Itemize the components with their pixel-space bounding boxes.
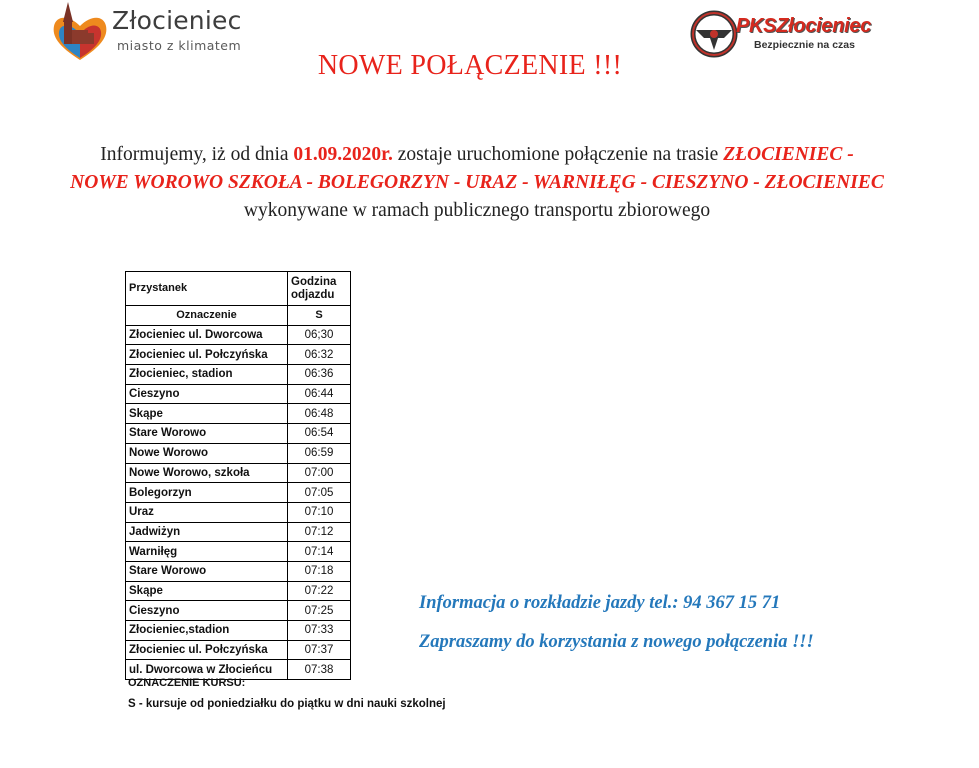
intro-text-2: zostaje uruchomione połączenie na trasie <box>392 144 724 165</box>
legend-text: S - kursuje od poniedziałku do piątku w dni nauki szkolnej <box>128 698 446 710</box>
invitation-text: Zapraszamy do korzystania z nowego połączenia !!! <box>419 632 814 652</box>
intro-line-1 <box>0 141 954 169</box>
city-logo-name: Złocieniec <box>112 6 242 35</box>
departure-time: 07:12 <box>288 522 351 542</box>
table-row <box>126 325 351 345</box>
designation-row <box>126 306 351 326</box>
table-row <box>126 601 351 621</box>
page-title: NOWE POŁĄCZENIE !!! <box>317 50 623 81</box>
stop-name: Stare Worowo <box>126 561 288 581</box>
stop-name: Złocieniec ul. Połczyńska <box>126 640 288 660</box>
table-row <box>126 483 351 503</box>
departure-time: 06:36 <box>288 365 351 385</box>
start-date: 01.09.2020r. <box>293 144 393 165</box>
table-row <box>126 640 351 660</box>
departure-time: 06:59 <box>288 443 351 463</box>
route-start: ZŁOCIENIEC - <box>723 144 854 165</box>
table-row <box>126 404 351 424</box>
stop-name: Złocieniec, stadion <box>126 365 288 385</box>
departure-time: 06:44 <box>288 384 351 404</box>
table-row <box>126 502 351 522</box>
table-row <box>126 443 351 463</box>
stop-name: Stare Worowo <box>126 424 288 444</box>
table-row <box>126 463 351 483</box>
intro-paragraph <box>0 141 954 225</box>
stop-name: Skąpe <box>126 404 288 424</box>
table-row <box>126 621 351 641</box>
departure-time: 07:33 <box>288 621 351 641</box>
intro-line-2 <box>0 169 954 197</box>
city-logo-tagline: miasto z klimatem <box>117 38 242 53</box>
intro-text-1: Informujemy, iż od dnia <box>100 144 294 165</box>
stop-name: Skąpe <box>126 581 288 601</box>
timetable-header-row <box>126 272 351 306</box>
table-row <box>126 384 351 404</box>
stop-name: Jadwiżyn <box>126 522 288 542</box>
departure-time: 06:54 <box>288 424 351 444</box>
designation-label: Oznaczenie <box>126 306 288 326</box>
timetable <box>125 271 351 680</box>
departure-time: 06:32 <box>288 345 351 365</box>
departure-time: 07:14 <box>288 542 351 562</box>
departure-time: 07:22 <box>288 581 351 601</box>
stop-name: Cieszyno <box>126 601 288 621</box>
stop-name: Złocieniec ul. Dworcowa <box>126 325 288 345</box>
stop-name: Nowe Worowo, szkoła <box>126 463 288 483</box>
table-row <box>126 561 351 581</box>
column-header-time: Godzina odjazdu <box>288 272 351 306</box>
stop-name: Nowe Worowo <box>126 443 288 463</box>
departure-time: 07:10 <box>288 502 351 522</box>
table-row <box>126 542 351 562</box>
route-stops: NOWE WOROWO SZKOŁA - BOLEGORZYN - URAZ - WARNIŁĘG - CIESZYNO - ZŁOCIENIEC <box>70 172 884 193</box>
stop-name: Bolegorzyn <box>126 483 288 503</box>
stop-name: Cieszyno <box>126 384 288 404</box>
column-header-stop: Przystanek <box>126 272 288 306</box>
departure-time: 06:48 <box>288 404 351 424</box>
table-row <box>126 345 351 365</box>
table-row <box>126 365 351 385</box>
phone-info: Informacja o rozkładzie jazdy tel.: 94 367 15 71 <box>419 593 781 613</box>
stop-name: Warniłęg <box>126 542 288 562</box>
table-row <box>126 522 351 542</box>
legend-title: OZNACZENIE KURSU: <box>128 677 246 689</box>
departure-time: 07:25 <box>288 601 351 621</box>
departure-time: 07:38 <box>288 660 351 680</box>
designation-value: S <box>288 306 351 326</box>
stop-name: Złocieniec ul. Połczyńska <box>126 345 288 365</box>
pks-logo-tagline: Bezpiecznie na czas <box>754 39 855 51</box>
table-row <box>126 581 351 601</box>
table-row <box>126 424 351 444</box>
departure-time: 07:00 <box>288 463 351 483</box>
stop-name: Uraz <box>126 502 288 522</box>
departure-time: 06;30 <box>288 325 351 345</box>
stop-name: Złocieniec,stadion <box>126 621 288 641</box>
stop-name: ul. Dworcowa w Złocieńcu <box>126 660 288 680</box>
departure-time: 07:05 <box>288 483 351 503</box>
departure-time: 07:37 <box>288 640 351 660</box>
intro-text-3: wykonywane w ramach publicznego transportu zbiorowego <box>243 200 711 221</box>
intro-line-3 <box>0 197 954 225</box>
departure-time: 07:18 <box>288 561 351 581</box>
pks-logo-name: PKSZłocieniec <box>736 15 872 37</box>
